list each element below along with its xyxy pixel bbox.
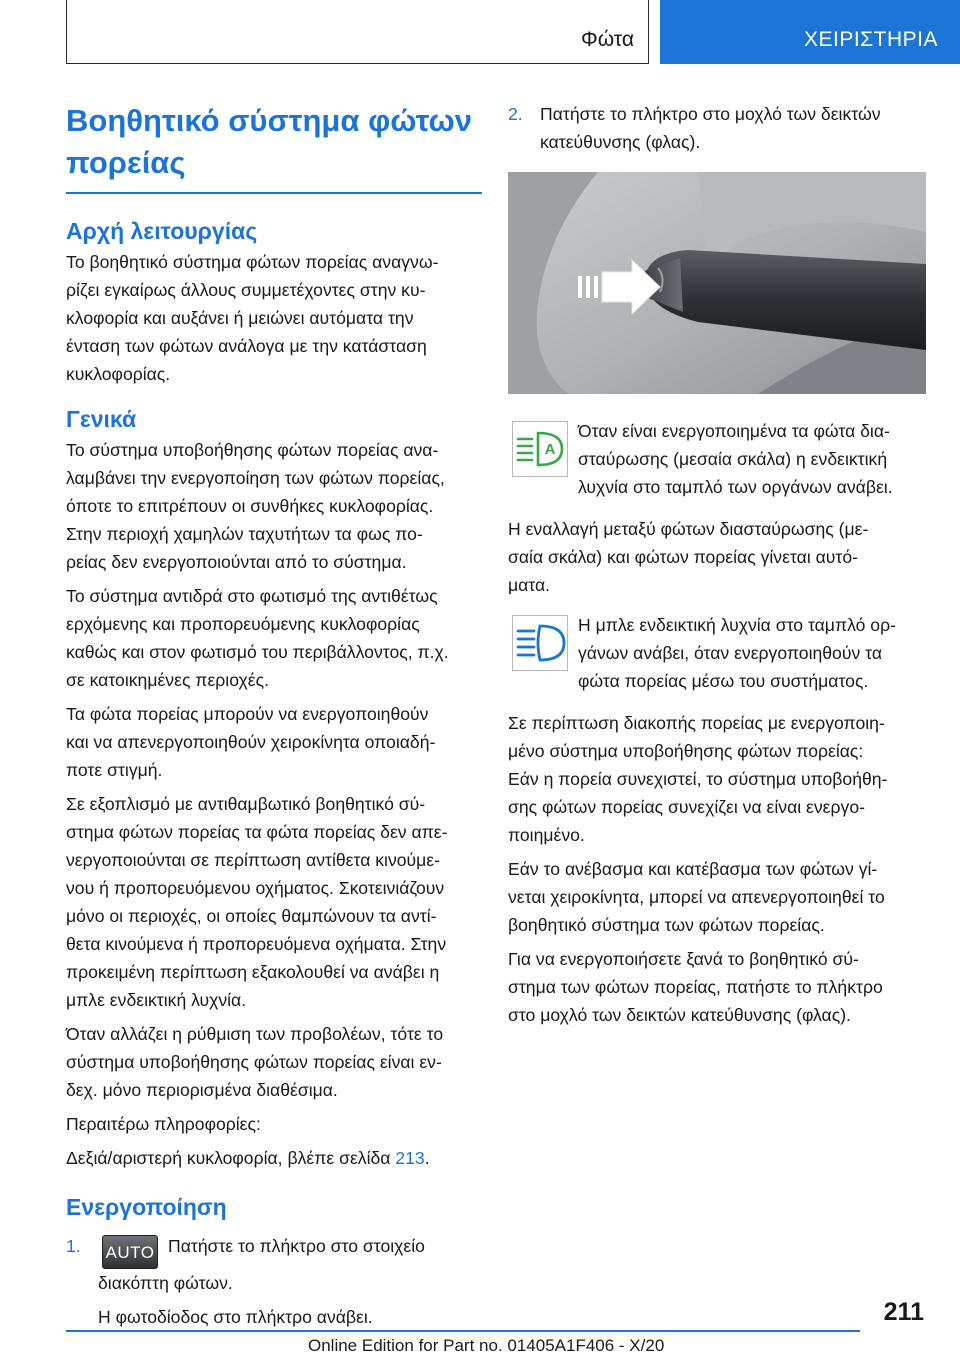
title-divider — [66, 192, 482, 194]
paragraph-interrupt — [508, 709, 926, 849]
line: μπλε ενδεικτική λυχνία. — [66, 989, 247, 1010]
line: Τα φώτα πορείας μπορούν να ενεργοποιηθούν — [66, 703, 429, 724]
heading-principle: Αρχή λειτουργίας — [66, 217, 258, 244]
right-column — [508, 100, 926, 1035]
page-title — [66, 100, 482, 184]
info-low-beam — [508, 417, 926, 501]
line: Όταν αλλάζει η ρύθμιση των προβολέων, τότε το — [66, 1023, 444, 1044]
line: βοηθητικό σύστημα των φώτων πορείας. — [508, 915, 825, 935]
line: ποιημένο. — [508, 825, 585, 845]
high-beam-indicator-icon — [512, 615, 568, 671]
step-1-note: Η φωτοδίοδος στο πλήκτρο ανάβει. — [98, 1306, 373, 1327]
paragraph-reactivate — [508, 945, 926, 1029]
paragraph-manual — [508, 855, 926, 939]
line: δεχ. μόνο περιορισμένα διαθέσιμα. — [66, 1079, 338, 1100]
line: σύστημα υποβοήθησης φώτων πορείας είναι εν- — [66, 1051, 442, 1072]
line: Το σύστημα αντιδρά στο φωτισμό της αντιθέτως — [66, 585, 438, 606]
paragraph-general-4 — [66, 790, 482, 1014]
line: κυκλοφορίας. — [66, 363, 171, 384]
line: νεργοποιούνται σε περίπτωση αντίθετα κινούμε- — [66, 849, 440, 870]
low-beam-auto-indicator-icon — [512, 421, 568, 477]
paragraph-switch — [508, 515, 926, 599]
paragraph-general-3 — [66, 700, 482, 784]
footer-edition: Online Edition for Part no. 01405A1F406 - X/20 — [308, 1336, 665, 1355]
line: σταύρωσης (μεσαία σκάλα) η ενδεικτική — [578, 449, 888, 469]
auto-button-icon: AUTO — [102, 1235, 158, 1269]
line: κλοφορία και αυξάνει ή μειώνει αυτόματα την — [66, 307, 414, 328]
heading-general: Γενικά — [66, 405, 137, 432]
line: μένο σύστημα υποβοήθησης φώτων πορείας: — [508, 741, 864, 761]
step-2 — [508, 100, 926, 156]
step-1-text: Πατήστε το πλήκτρο στο στοιχείο — [168, 1235, 425, 1256]
line: Εάν το ανέβασμα και κατέβασμα των φώτων γί- — [508, 859, 878, 879]
line: μόνο οι περιοχές, οι οποίες θαμπώνουν τα αντί- — [66, 905, 437, 926]
line: γάνων ανάβει, όταν ενεργοποιηθούν τα — [578, 643, 883, 663]
line: όποτε το επιτρέπουν οι συνθήκες κυκλοφορίας. — [66, 495, 434, 516]
line: και να απενεργοποιηθούν χειροκίνητα οποιαδή- — [66, 731, 436, 752]
footer-divider — [66, 1330, 860, 1332]
paragraph-reference — [66, 1144, 482, 1172]
line: κατεύθυνσης (φλας). — [540, 132, 701, 152]
step-1-text-cont: διακόπτη φώτων. — [98, 1272, 233, 1293]
step-1-number: 1. — [66, 1235, 81, 1256]
line: Πατήστε το πλήκτρο στο μοχλό των δεικτών — [540, 104, 881, 124]
line: σης φώτων πορείας συνεχίζει να είναι ενεργο- — [508, 797, 865, 817]
svg-text:A: A — [544, 441, 556, 458]
line: ένταση των φώτων ανάλογα με την κατάσταση — [66, 335, 427, 356]
line: Το σύστημα υποβοήθησης φώτων πορείας ανα- — [66, 439, 439, 460]
page-link-213[interactable]: 213 — [395, 1147, 425, 1168]
line: καθώς και στον φωτισμό του περιβάλλοντος, π.χ. — [66, 641, 449, 662]
line: ρείας δεν ενεργοποιούνται από το σύστημα. — [66, 551, 407, 572]
line: νου ή προπορευόμενου οχήματος. Σκοτεινιάζουν — [66, 877, 445, 898]
header-section-box — [66, 0, 649, 64]
line: νεται χειροκίνητα, μπορεί να απενεργοποιηθεί το — [508, 887, 885, 907]
line: Για να ενεργοποιήσετε ξανά το βοηθητικό σύ- — [508, 949, 859, 969]
line: Το βοηθητικό σύστημα φώτων πορείας αναγνω- — [66, 251, 439, 272]
line: θετα κινούμενα ή προπορευόμενα οχήματα. Στην — [66, 933, 447, 954]
header-chapter-title: ΧΕΙΡΙΣΤΗΡΙΑ — [803, 28, 938, 51]
line: σαία σκάλα) και φώτων πορείας γίνεται αυτό- — [508, 547, 859, 567]
page-number: 211 — [883, 1298, 924, 1326]
paragraph-more-info: Περαιτέρω πληροφορίες: — [66, 1113, 261, 1134]
line: ποτε στιγμή. — [66, 759, 163, 780]
left-column — [66, 100, 482, 1331]
line: φώτα πορείας μέσω του συστήματος. — [578, 671, 869, 691]
info-high-beam — [508, 611, 926, 695]
line: στο μοχλό των δεικτών κατεύθυνσης (φλας). — [508, 1005, 851, 1025]
paragraph-general-2 — [66, 582, 482, 694]
turn-signal-stalk-photo — [508, 172, 926, 394]
page-title-line-1: Βοηθητικό σύστημα φώτων — [66, 103, 472, 138]
reference-text: Δεξιά/αριστερή κυκλοφορία, βλέπε σελίδα — [66, 1147, 396, 1168]
header-section-title: Φώτα — [581, 28, 634, 51]
step-1 — [66, 1232, 482, 1331]
step-2-number: 2. — [508, 104, 523, 124]
line: Σε εξοπλισμό με αντιθαμβωτικό βοηθητικό σύ- — [66, 793, 426, 814]
page-title-line-2: πορείας — [66, 145, 186, 180]
line: προκειμένη περίπτωση εξακολουθεί να ανάβει η — [66, 961, 440, 982]
line: λυχνία στο ταμπλό των οργάνων ανάβει. — [578, 477, 893, 497]
line: στημα φώτων πορείας τα φώτα πορείας δεν απε- — [66, 821, 448, 842]
heading-activation: Ενεργοποίηση — [66, 1193, 227, 1220]
header-chapter-tab — [660, 0, 960, 64]
line: Η εναλλαγή μεταξύ φώτων διασταύρωσης (με- — [508, 519, 869, 539]
line: Η μπλε ενδεικτική λυχνία στο ταμπλό ορ- — [578, 615, 896, 635]
paragraph-principle — [66, 248, 482, 388]
paragraph-general-1 — [66, 436, 482, 576]
line: Στην περιοχή χαμηλών ταχυτήτων τα φως πο- — [66, 523, 423, 544]
paragraph-general-5 — [66, 1020, 482, 1104]
line: σε κατοικημένες περιοχές. — [66, 669, 269, 690]
reference-end: . — [424, 1147, 430, 1168]
line: ματα. — [508, 575, 551, 595]
line: Όταν είναι ενεργοποιημένα τα φώτα δια- — [578, 421, 890, 441]
line: Εάν η πορεία συνεχιστεί, το σύστημα υποβοήθη- — [508, 769, 888, 789]
line: ρίζει εγκαίρως άλλους συμμετέχοντες στην κυ- — [66, 279, 426, 300]
line: στημα των φώτων πορείας, πατήστε το πλήκτρο — [508, 977, 883, 997]
line: Σε περίπτωση διακοπής πορείας με ενεργοποιη- — [508, 713, 885, 733]
line: λαμβάνει την ενεργοποίηση των φώτων πορείας, — [66, 467, 445, 488]
line: ερχόμενης και προπορευόμενης κυκλοφορίας — [66, 613, 420, 634]
